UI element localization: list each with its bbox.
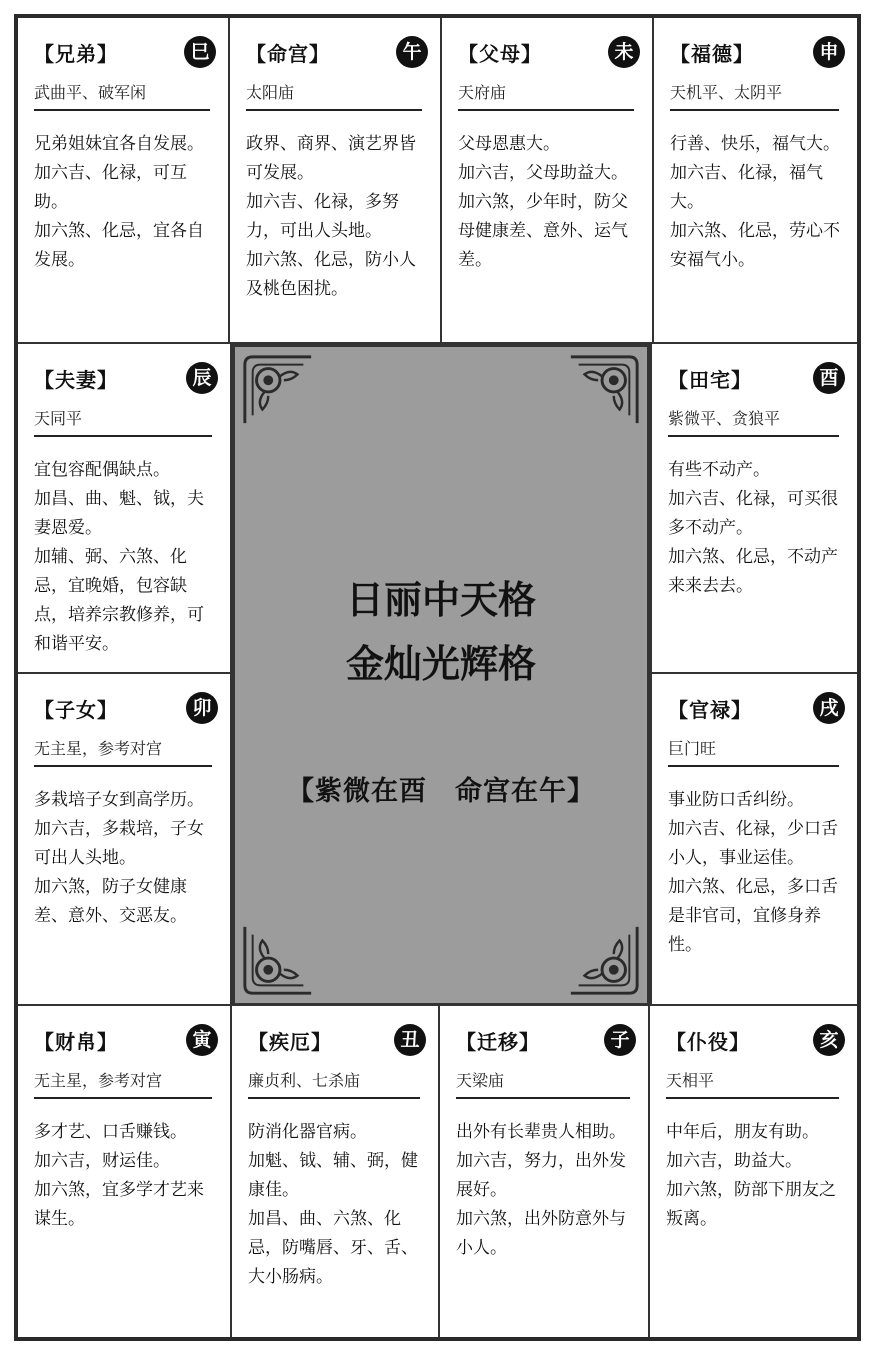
palace-title: 【父母】 bbox=[458, 42, 542, 66]
desc-line: 加六吉，财运佳。 bbox=[34, 1151, 170, 1171]
palace-stars: 天相平 bbox=[666, 1068, 839, 1099]
branch-badge: 午 bbox=[396, 36, 428, 68]
palace-puyi bbox=[650, 1006, 857, 1337]
desc-line: 加六煞、化忌，防小人及桃色困扰。 bbox=[246, 250, 416, 299]
palace-title: 【财帛】 bbox=[34, 1030, 118, 1054]
palace-fuqi bbox=[18, 344, 232, 674]
palace-stars: 武曲平、破军闲 bbox=[34, 80, 210, 111]
palace-title: 【命宫】 bbox=[246, 42, 330, 66]
desc-line: 加魁、钺、辅、弼，健康佳。 bbox=[248, 1151, 418, 1200]
branch-badge: 丑 bbox=[394, 1024, 426, 1056]
desc-line: 宜包容配偶缺点。 bbox=[34, 460, 170, 480]
palace-description bbox=[668, 456, 841, 601]
branch-badge: 亥 bbox=[813, 1024, 845, 1056]
desc-line: 加六煞，少年时，防父母健康差、意外、运气差。 bbox=[458, 192, 628, 270]
desc-line: 加六吉、化禄，少口舌小人，事业运佳。 bbox=[668, 819, 838, 868]
branch-badge: 辰 bbox=[186, 362, 218, 394]
palace-stars: 天同平 bbox=[34, 406, 212, 437]
desc-line: 加辅、弼、六煞、化忌，宜晚婚，包容缺点，培养宗教修养，可和谐平安。 bbox=[34, 547, 204, 654]
palace-stars: 无主星，参考对宫 bbox=[34, 736, 212, 767]
desc-line: 加昌、曲、魁、钺，夫妻恩爱。 bbox=[34, 489, 204, 538]
palace-title: 【仆役】 bbox=[666, 1030, 750, 1054]
palace-title: 【兄弟】 bbox=[34, 42, 118, 66]
palace-description bbox=[670, 130, 841, 275]
center-panel bbox=[232, 344, 650, 1006]
palace-description bbox=[34, 130, 212, 275]
branch-badge: 戌 bbox=[813, 692, 845, 724]
palace-xiongdi bbox=[18, 18, 230, 344]
palace-caibo bbox=[18, 1006, 232, 1337]
desc-line: 父母恩惠大。 bbox=[458, 134, 560, 154]
desc-line: 多才艺、口舌赚钱。 bbox=[34, 1122, 187, 1142]
palace-title: 【夫妻】 bbox=[34, 368, 118, 392]
desc-line: 加六煞，防子女健康差、意外、交恶友。 bbox=[34, 877, 187, 926]
desc-line: 加六煞、化忌，不动产来来去去。 bbox=[668, 547, 838, 596]
palace-description bbox=[246, 130, 424, 304]
palace-title: 【田宅】 bbox=[668, 368, 752, 392]
palace-stars: 天机平、太阴平 bbox=[670, 80, 839, 111]
palace-fude bbox=[654, 18, 857, 344]
palace-description bbox=[34, 456, 214, 659]
cloud-ornament-icon bbox=[239, 921, 317, 999]
palace-description bbox=[34, 1118, 214, 1234]
palace-minggong bbox=[230, 18, 442, 344]
palace-description bbox=[456, 1118, 632, 1263]
desc-line: 加六煞、化忌，宜各自发展。 bbox=[34, 221, 204, 270]
palace-title: 【疾厄】 bbox=[248, 1030, 332, 1054]
palace-stars: 紫微平、贪狼平 bbox=[668, 406, 839, 437]
pattern-title-1: 日丽中天格 bbox=[345, 577, 536, 622]
palace-stars: 巨门旺 bbox=[668, 736, 839, 767]
branch-badge: 卯 bbox=[186, 692, 218, 724]
palace-description bbox=[34, 786, 214, 931]
palace-description bbox=[458, 130, 636, 275]
desc-line: 多栽培子女到高学历。 bbox=[34, 790, 204, 810]
palace-description bbox=[248, 1118, 422, 1292]
desc-line: 加六吉，多栽培，子女可出人头地。 bbox=[34, 819, 204, 868]
desc-line: 加六吉，助益大。 bbox=[666, 1151, 802, 1171]
chart-subtitle: 【紫微在酉 命宫在午】 bbox=[287, 776, 595, 807]
desc-line: 防消化器官病。 bbox=[248, 1122, 367, 1142]
cloud-ornament-icon bbox=[239, 351, 317, 429]
desc-line: 加六煞，宜多学才艺来谋生。 bbox=[34, 1180, 204, 1229]
desc-line: 行善、快乐，福气大。 bbox=[670, 134, 840, 154]
branch-badge: 未 bbox=[608, 36, 640, 68]
palace-stars: 无主星，参考对宫 bbox=[34, 1068, 212, 1099]
palace-title: 【迁移】 bbox=[456, 1030, 540, 1054]
desc-line: 加六吉、化禄，多努力，可出人头地。 bbox=[246, 192, 399, 241]
desc-line: 政界、商界、演艺界皆可发展。 bbox=[246, 134, 416, 183]
desc-line: 加六吉、化禄，可买很多不动产。 bbox=[668, 489, 838, 538]
palace-title: 【官禄】 bbox=[668, 698, 752, 722]
palace-title: 【子女】 bbox=[34, 698, 118, 722]
palace-stars: 廉贞利、七杀庙 bbox=[248, 1068, 420, 1099]
desc-line: 加六煞、化忌，劳心不安福气小。 bbox=[670, 221, 840, 270]
desc-line: 加昌、曲、六煞、化忌，防嘴唇、牙、舌、大小肠病。 bbox=[248, 1209, 418, 1287]
branch-badge: 子 bbox=[604, 1024, 636, 1056]
branch-badge: 酉 bbox=[813, 362, 845, 394]
desc-line: 加六煞、化忌，多口舌是非官司，宜修身养性。 bbox=[668, 877, 838, 955]
palace-description bbox=[666, 1118, 841, 1234]
branch-badge: 寅 bbox=[186, 1024, 218, 1056]
palace-title: 【福德】 bbox=[670, 42, 754, 66]
palace-stars: 太阳庙 bbox=[246, 80, 422, 111]
branch-badge: 申 bbox=[813, 36, 845, 68]
pattern-title-2: 金灿光辉格 bbox=[345, 641, 536, 686]
palace-stars: 天府庙 bbox=[458, 80, 634, 111]
desc-line: 加六煞，防部下朋友之叛离。 bbox=[666, 1180, 836, 1229]
desc-line: 中年后，朋友有助。 bbox=[666, 1122, 819, 1142]
desc-line: 事业防口舌纠纷。 bbox=[668, 790, 804, 810]
palace-description bbox=[668, 786, 841, 960]
desc-line: 加六吉、化禄，福气大。 bbox=[670, 163, 823, 212]
desc-line: 加六吉，努力，出外发展好。 bbox=[456, 1151, 626, 1200]
palace-qianyi bbox=[440, 1006, 650, 1337]
branch-badge: 巳 bbox=[184, 36, 216, 68]
chart-frame bbox=[14, 14, 861, 1341]
cloud-ornament-icon bbox=[565, 351, 643, 429]
palace-tianzhai bbox=[650, 344, 857, 674]
desc-line: 加六煞，出外防意外与小人。 bbox=[456, 1209, 626, 1258]
palace-fumu bbox=[442, 18, 654, 344]
desc-line: 有些不动产。 bbox=[668, 460, 770, 480]
palace-jie bbox=[232, 1006, 440, 1337]
desc-line: 兄弟姐妹宜各自发展。 bbox=[34, 134, 204, 154]
cloud-ornament-icon bbox=[565, 921, 643, 999]
palace-stars: 天梁庙 bbox=[456, 1068, 630, 1099]
palace-zinv bbox=[18, 674, 232, 1006]
desc-line: 加六吉、化禄，可互助。 bbox=[34, 163, 187, 212]
desc-line: 出外有长辈贵人相助。 bbox=[456, 1122, 626, 1142]
desc-line: 加六吉，父母助益大。 bbox=[458, 163, 628, 183]
palace-guanlu bbox=[650, 674, 857, 1006]
